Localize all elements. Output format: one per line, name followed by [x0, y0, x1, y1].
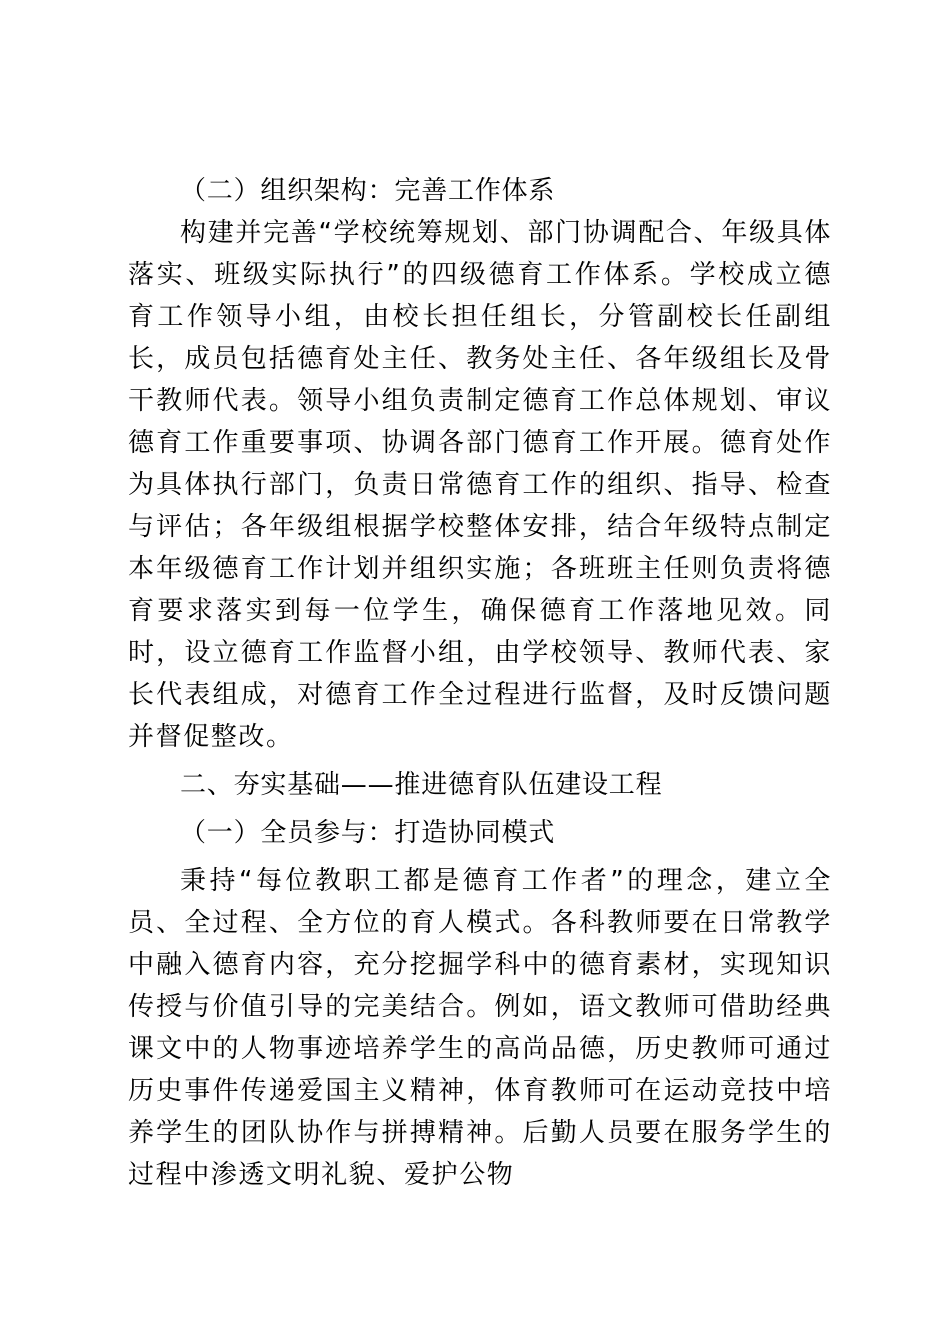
paragraph-full-participation: 秉持“每位教职工都是德育工作者”的理念，建立全员、全过程、全方位的育人模式。各科教师要在日常教学中融入德育内容，充分挖掘学科中的德育素材，实现知识传授与价值引导的完美结合。例如，语文教师可借助经典课文中的人物事迹培养学生的高尚品德，历史教师可通过历史事件传递爱国主义精神，体育教师可在运动竞技中培养学生的团队协作与拼搏精神。后勤人员要在服务学生的过程中渗透文明礼貌、爱护公物 — [128, 866, 832, 1190]
chapter-heading-team-building: 二、夯实基础——推进德育队伍建设工程 — [180, 770, 663, 800]
document-body — [128, 170, 832, 1196]
paragraph-organization-system: 构建并完善“学校统筹规划、部门协调配合、年级具体落实、班级实际执行”的四级德育工作体系。学校成立德育工作领导小组，由校长担任组长，分管副校长任副组长，成员包括德育处主任、教务处主任、各年级组长及骨干教师代表。领导小组负责制定德育工作总体规划、审议德育工作重要事项、协调各部门德育工作开展。德育处作为具体执行部门，负责日常德育工作的组织、指导、检查与评估；各年级组根据学校整体安排，结合年级特点制定本年级德育工作计划并组织实施；各班班主任则负责将德育要求落实到每一位学生，确保德育工作落地见效。同时，设立德育工作监督小组，由学校领导、教师代表、家长代表组成，对德育工作全过程进行监督，及时反馈问题并督促整改。 — [128, 218, 832, 752]
section-heading-organization: （二）组织架构：完善工作体系 — [180, 176, 556, 206]
section-heading-full-participation: （一）全员参与：打造协同模式 — [180, 818, 556, 848]
